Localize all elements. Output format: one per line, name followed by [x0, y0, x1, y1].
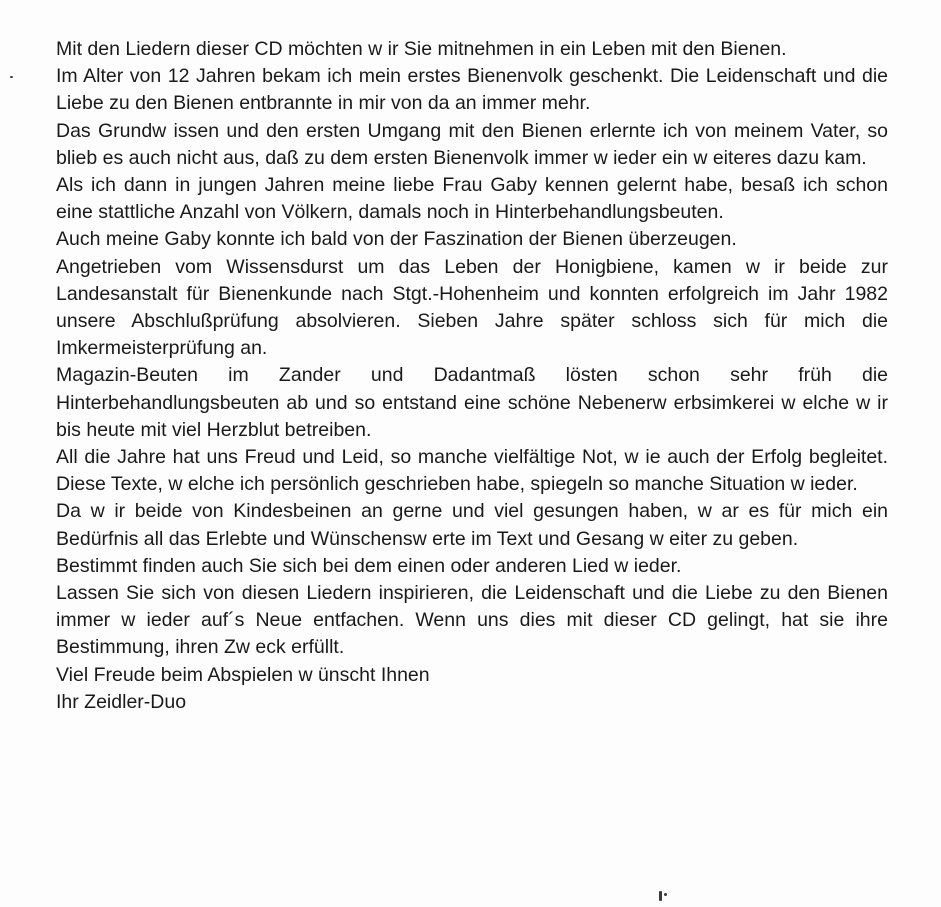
letter-text [56, 36, 888, 716]
paragraph-singing: Da w ir beide von Kindesbeinen an gerne und viel gesungen haben, w ar es für mich ein Bedürfnis all das Erlebte und Wünschensw erte im Text und Gesang w eiter zu geben. [56, 500, 888, 550]
paragraph-education: Angetrieben vom Wissensdurst um das Leben der Honigbiene, kamen w ir beide zur Landesanstalt für Bienenkunde nach Stgt.-Hohenheim und konnten erfolgreich im Jahr 1982 unsere Abschlußprüfung absolvieren. Sieben Jahre später schloss sich für mich die Imkermeisterprüfung an. [56, 255, 888, 360]
paragraph-signature: Ihr Zeidler-Duo [56, 690, 187, 713]
paragraph-first-colony: Im Alter von 12 Jahren bekam ich mein erstes Bienenvolk geschenkt. Die Leidenschaft und die Liebe zu den Bienen entbrannte in mir von da an immer mehr. [56, 65, 888, 115]
scan-speck [10, 76, 13, 78]
paragraph-closing: Viel Freude beim Abspielen w ünscht Ihnen [56, 663, 430, 686]
paragraph-fascination: Auch meine Gaby konnte ich bald von der Faszination der Bienen überzeugen. [56, 228, 737, 251]
paragraph-inspire: Lassen Sie sich von diesen Liedern inspirieren, die Leidenschaft und die Liebe zu den Bienen immer w ieder auf´s Neue entfachen. Wenn uns dies mit dieser CD gelingt, hat sie ihre Bestimmung, ihren Zw eck erfüllt. [56, 582, 888, 659]
scan-speck [659, 891, 662, 901]
paragraph-hives: Magazin-Beuten im Zander und Dadantmaß lösten schon sehr früh die Hinterbehandlungsbeuten ab und so entstand eine schöne Nebenerw erbsimkerei w elche w ir bis heute mit viel Herzblut betreiben. [56, 364, 888, 441]
paragraph-gaby: Als ich dann in jungen Jahren meine liebe Frau Gaby kennen gelernt habe, besaß ich schon eine stattliche Anzahl von Völkern, damals noch in Hinterbehandlungsbeuten. [56, 174, 888, 224]
paragraph-find-yourself: Bestimmt finden auch Sie sich bei dem einen oder anderen Lied w ieder. [56, 554, 682, 577]
paragraph-basics: Das Grundw issen und den ersten Umgang mit den Bienen erlernte ich von meinem Vater, so blieb es auch nicht aus, daß zu dem ersten Bienenvolk immer w ieder ein w eiteres dazu kam. [56, 119, 888, 169]
paragraph-years: All die Jahre hat uns Freud und Leid, so manche vielfältige Not, w ie auch der Erfolg begleitet. Diese Texte, w elche ich persönlich geschrieben habe, spiegeln so manche Situation w ieder. [56, 446, 888, 496]
paragraph-intro: Mit den Liedern dieser CD möchten w ir Sie mitnehmen in ein Leben mit den Bienen. [56, 38, 787, 60]
scan-speck [664, 893, 667, 896]
